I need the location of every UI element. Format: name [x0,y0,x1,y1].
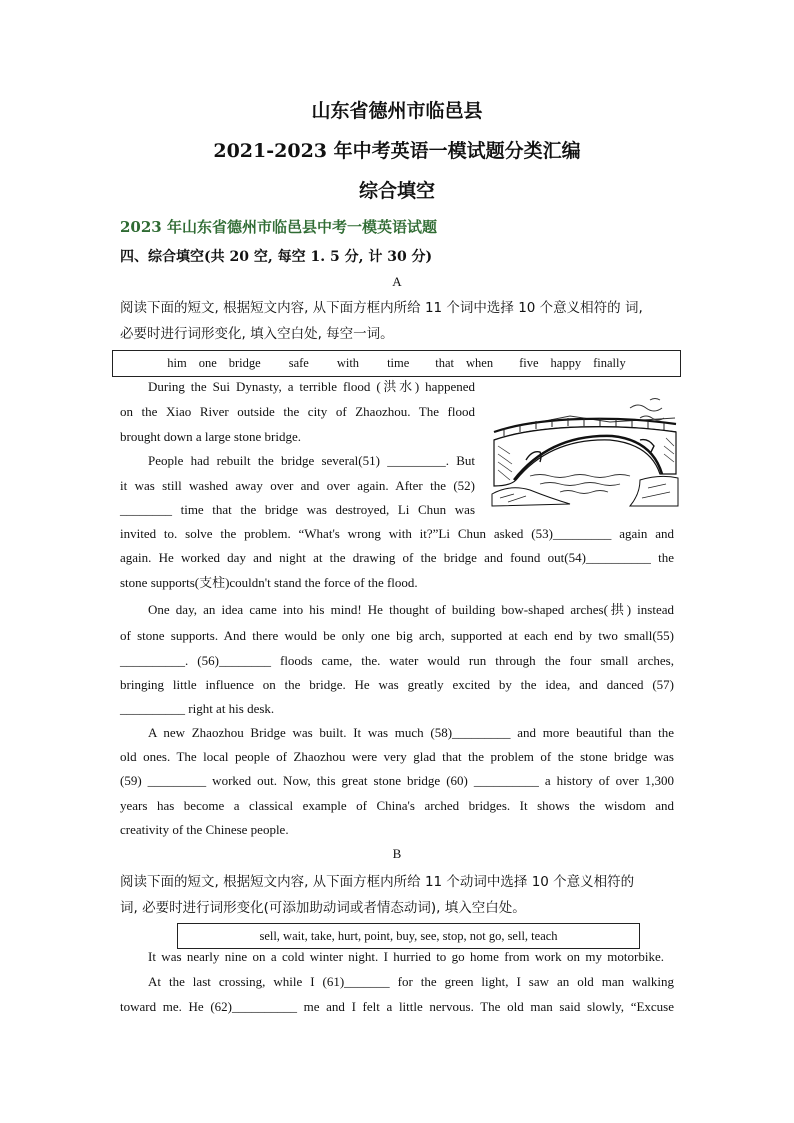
passage-a-line: brought down a large stone bridge. [120,429,301,444]
passage-b-letter: B [392,846,402,861]
word-bank-item: time [387,356,410,370]
word-bank-item: bridge [228,356,261,370]
passage-b-line: At the last crossing, while I (61)_______ for the green light, I saw an old man walking [148,974,674,989]
section-title: 2023 年山东省德州市临邑县中考一模英语试题 [120,218,437,236]
word-bank-item: five [519,356,539,370]
word-bank-b: sell, wait, take, hurt, point, buy, see, stop, not go, sell, teach [177,923,640,949]
word-bank-item: him [167,356,187,370]
passage-a-line: __________. (56)________ floods came, the. water would run through the four small arches, [120,653,674,668]
passage-b-instruction-1: 阅读下面的短文, 根据短文内容, 从下面方框内所给 11 个动词中选择 10 个意义相符的 [120,874,635,890]
passage-a-line: People had rebuilt the bridge several(51) _________. But [148,453,475,468]
part-title: 四、综合填空(共 20 空, 每空 1. 5 分, 计 30 分) [120,249,433,265]
passage-b-line: toward me. He (62)__________ me and I felt a little nervous. The old man said slowly, “Excuse [120,999,674,1014]
word-bank-item: that [435,356,455,370]
word-bank-item: happy [550,356,582,370]
passage-a-instruction-1: 阅读下面的短文, 根据短文内容, 从下面方框内所给 11 个词中选择 10 个意义相符的 词, [120,300,643,316]
passage-a-line: During the Sui Dynasty, a terrible flood (洪水) happened [148,379,475,394]
passage-a-line: old ones. The local people of Zhaozhou were very glad that the problem of the stone bridge was [120,749,674,764]
passage-a-line: of stone supports. And there would be only one big arch, supported at each end by two small(55) [120,628,674,643]
passage-b-line: It was nearly nine on a cold winter night. I hurried to go home from work on my motorbike. [148,949,664,964]
word-bank-item: with [336,356,360,370]
passage-a-line: invited to. solve the problem. “What's wrong with it?”Li Chun asked (53)_________ again and [120,526,674,541]
stone-bridge-illustration [490,394,680,510]
passage-a-letter: A [392,274,402,289]
passage-a-line: bringing little influence on the bridge. He was greatly excited by the idea, and danced (57) [120,677,674,692]
passage-a-line: ________ time that the bridge was destroyed, Li Chun was [120,502,475,517]
passage-b-instruction-2: 词, 必要时进行词形变化(可添加助动词或者情态动词), 填入空白处。 [120,900,526,916]
passage-a-line: A new Zhaozhou Bridge was built. It was much (58)_________ and more beautiful than the [148,725,674,740]
passage-a-line: One day, an idea came into his mind! He thought of building bow-shaped arches(拱) instead [148,602,674,617]
word-bank-item: one [198,356,217,370]
passage-a-line: stone supports(支柱)couldn't stand the force of the flood. [120,575,418,590]
passage-a-line: years has become a classical example of China's arched bridges. It shows the wisdom and [120,798,674,813]
header-topic: 综合填空 [358,180,435,202]
word-bank-item: finally [593,356,626,370]
passage-a-line: on the Xiao River outside the city of Zhaozhou. The flood [120,404,475,419]
passage-a-line: again. He worked day and night at the drawing of the bridge and found out(54)__________ the [120,550,674,565]
word-bank-a [112,350,681,377]
header-subtitle: 2021-2023 年中考英语一模试题分类汇编 [213,140,581,162]
passage-a-line: __________ right at his desk. [120,701,275,716]
word-bank-item: when [466,356,494,370]
header-region: 山东省德州市临邑县 [311,100,483,122]
passage-a-instruction-2: 必要时进行词形变化, 填入空白处, 每空一词。 [120,326,394,342]
passage-a-line: creativity of the Chinese people. [120,822,289,837]
passage-a-line: (59) _________ worked out. Now, this great stone bridge (60) __________ a history of over 1,300 [120,773,674,788]
word-bank-item: safe [288,356,309,370]
passage-a-line: it was still washed away over and over again. After the (52) [120,478,475,493]
